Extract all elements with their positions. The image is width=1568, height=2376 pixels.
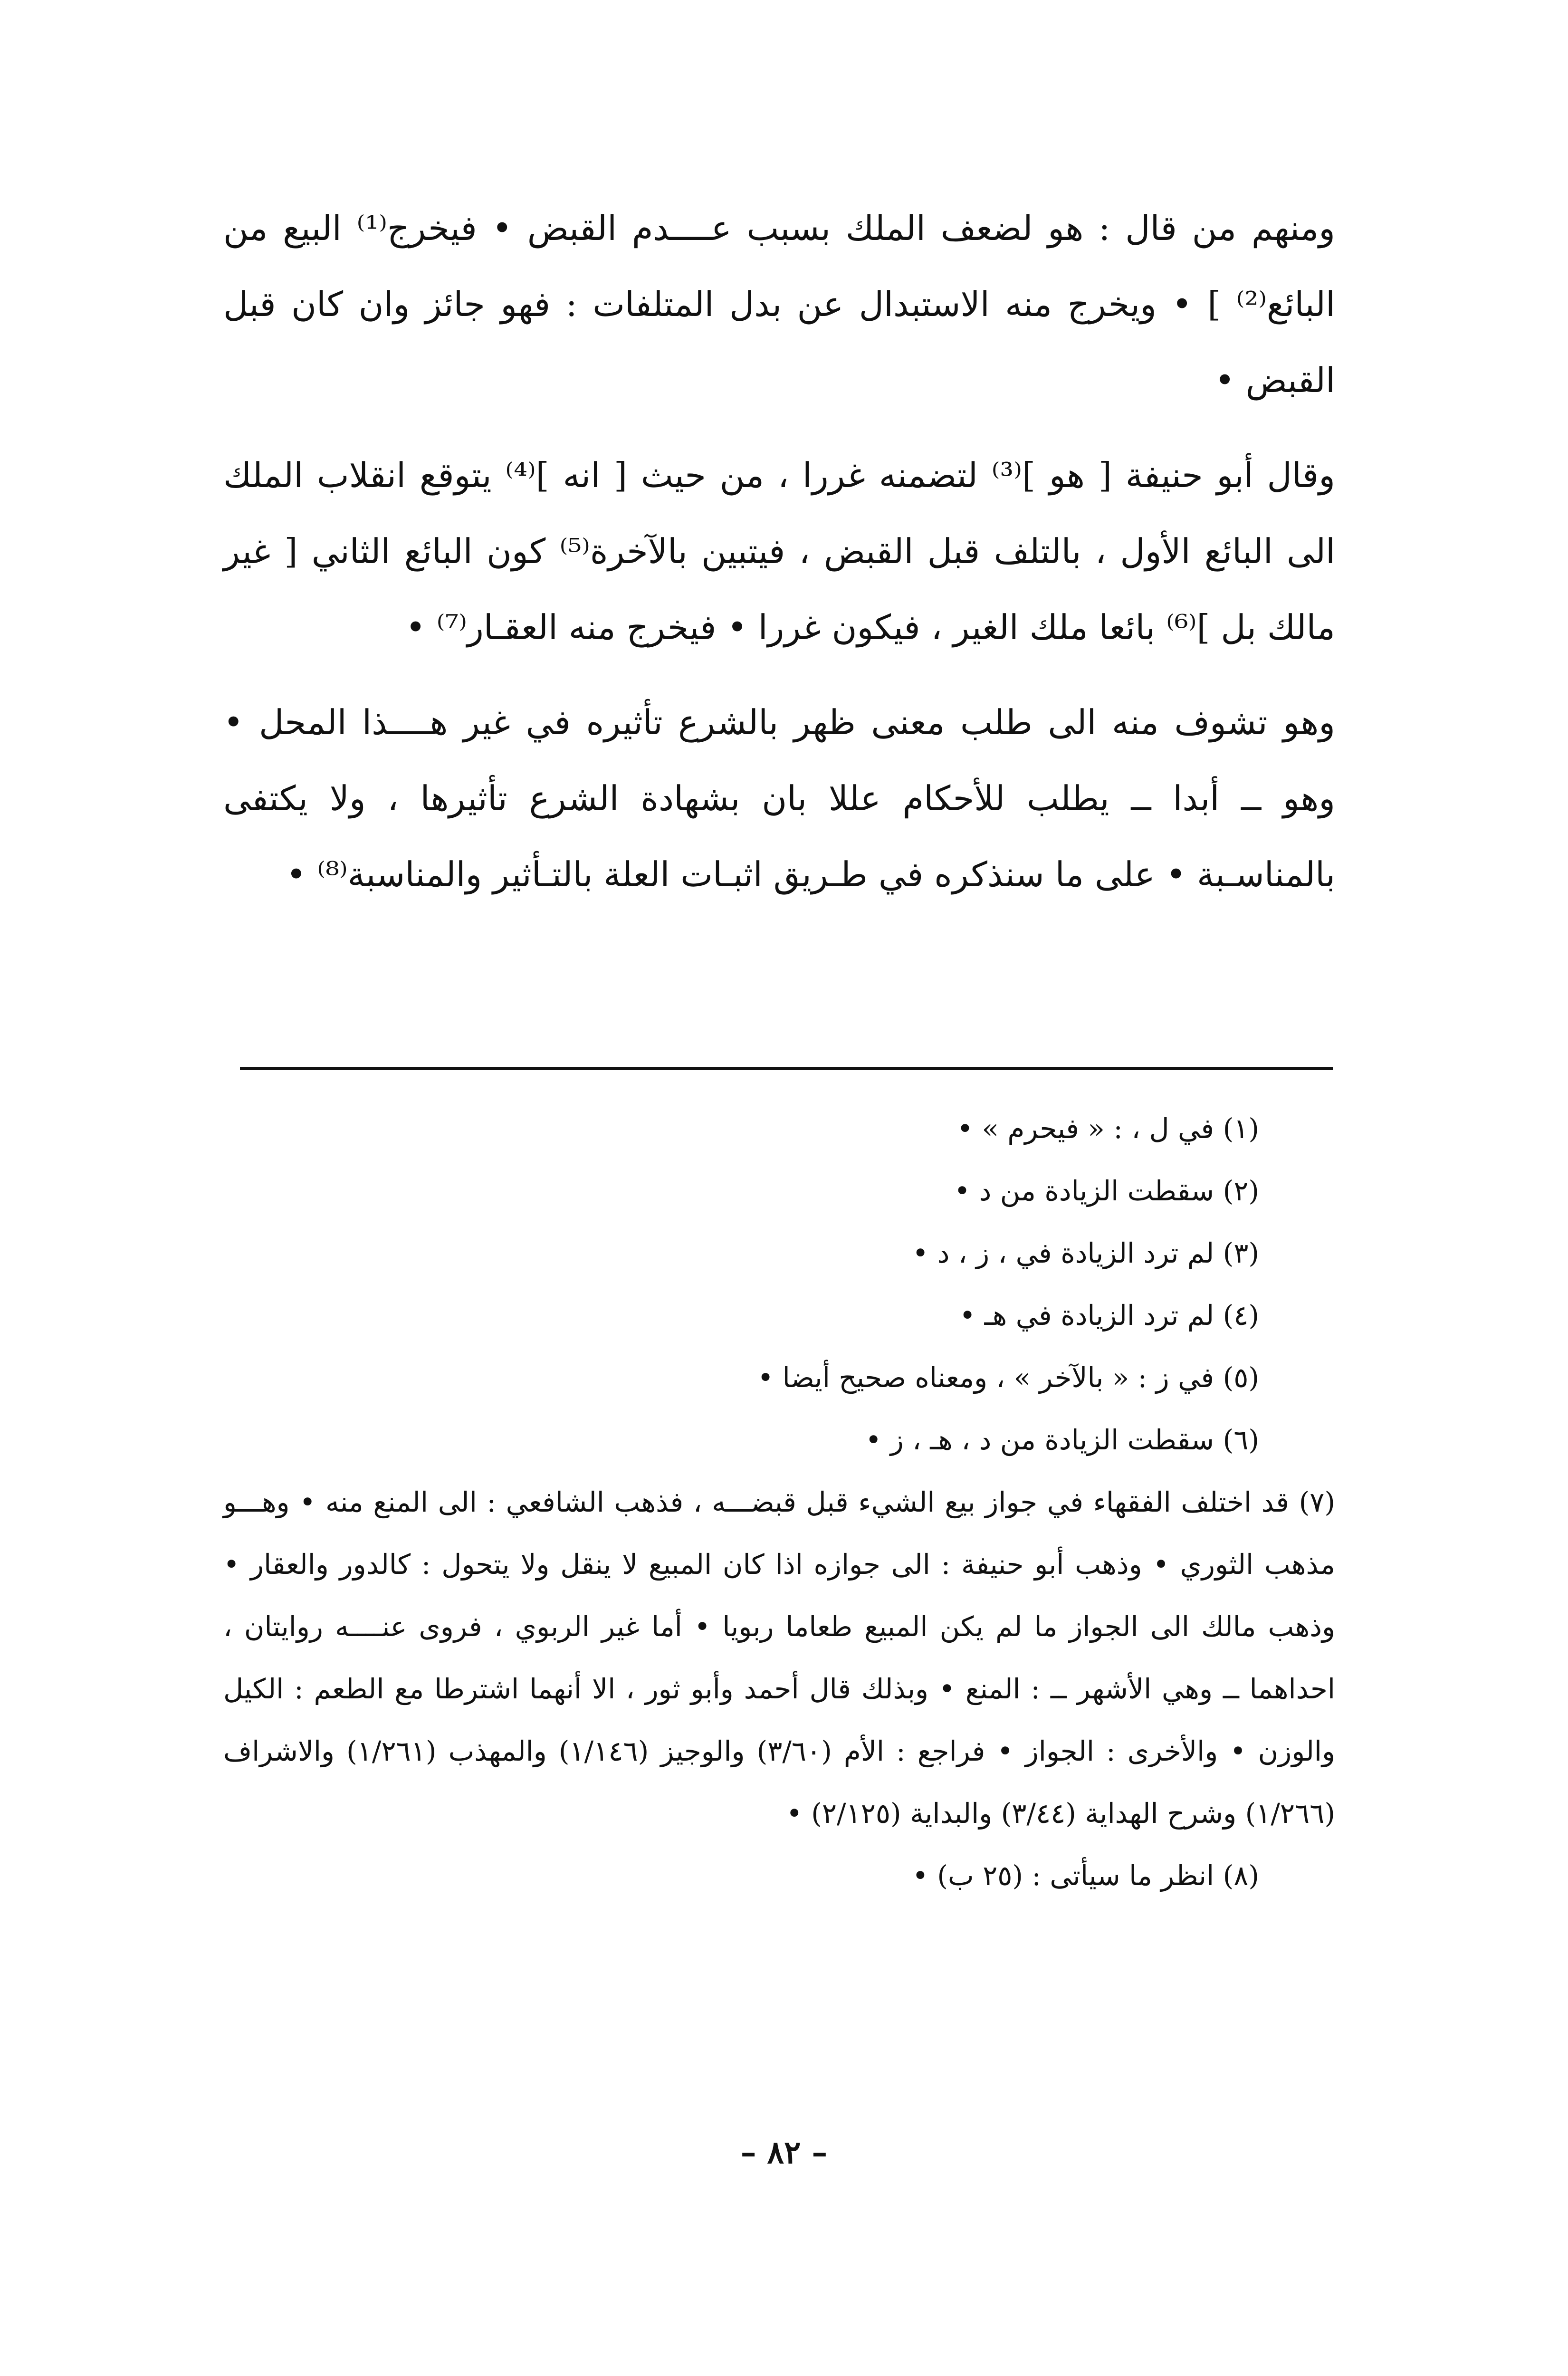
paragraph-1: ومنهم من قال : هو لضعف الملك بسبب عــــدم القبض • فيخرج⁽¹⁾ البيع من البائع⁽²⁾ ] • ويخرج منه الاستبدال عن بدل المتلفات : فهو جائز وان كان قبل القبض • (223, 208, 1335, 400)
footnote-3: (٣) لم ترد الزيادة في ، ز ، د • (912, 1237, 1259, 1269)
paragraph-3: وهو تشوف منه الى طلب معنى ظهر بالشرع تأثيره في غير هــــذا المحل • وهو ــ أبدا ــ يطلب للأحكام عللا بان بشهادة الشرع تأثيرها ، ولا يكتفى بالمناسـبة • على ما سنذكره في طـريق اثبـات العلة بالتـأثير والمناسبة⁽⁸⁾ • (223, 702, 1335, 894)
footnote-1: (١) في ل ، : « فيحرم » • (956, 1112, 1259, 1145)
footnote-6: (٦) سقطت الزيادة من د ، هـ ، ز • (865, 1424, 1259, 1456)
paragraph-2: وقال أبو حنيفة [ هو ]⁽³⁾ لتضمنه غررا ، من حيث [ انه ]⁽⁴⁾ يتوقع انقلاب الملك الى البائع الأول ، بالتلف قبل القبض ، فيتبين بالآخرة⁽⁵⁾ كون البائع الثاني [ غير مالك بل ]⁽⁶⁾ بائعا ملك الغير ، فيكون غررا • فيخرج منه العقـار⁽⁷⁾ • (223, 455, 1336, 647)
footnote-5: (٥) في ز : « بالآخر » ، ومعناه صحيح أيضا • (757, 1361, 1259, 1394)
footnote-2: (٢) سقطت الزيادة من د • (954, 1175, 1259, 1207)
footnote-7: (٧) قد اختلف الفقهاء في جواز بيع الشيء قبل قبضـــه ، فذهب الشافعي : الى المنع منه • وهـــو مذهب الثوري • وذهب أبو حنيفة : الى جوازه اذا كان المبيع لا ينقل ولا يتحول : كالدور والعقار • وذهب مالك الى الجواز ما لم يكن المبيع طعاما ربويا • أما غير الربوي ، فروى عنــــه روايتان ، احداهما ــ وهي الأشهر ــ : المنع • وبذلك قال أحمد وأبو ثور ، الا أنهما اشترطا مع الطعم : الكيل والوزن • والأخرى : الجواز • فراجع : الأم (٣/٦٠) والوجيز (١/١٤٦) والمهذب (١/٢٦١) والاشراف (١/٢٦٦) وشرح الهداية (٣/٤٤) والبداية (٢/١٢٥) • (223, 1486, 1336, 1830)
main-text (223, 190, 1335, 931)
footnote-8: (٨) انظر ما سيأتى : (٢٥ ب) • (912, 1859, 1259, 1892)
footnote-4: (٤) لم ترد الزيادة في هـ • (959, 1299, 1259, 1332)
page-number: – ٨٢ – (740, 2134, 828, 2171)
footnotes (223, 1098, 1335, 1907)
footnote-separator (240, 1067, 1333, 1070)
